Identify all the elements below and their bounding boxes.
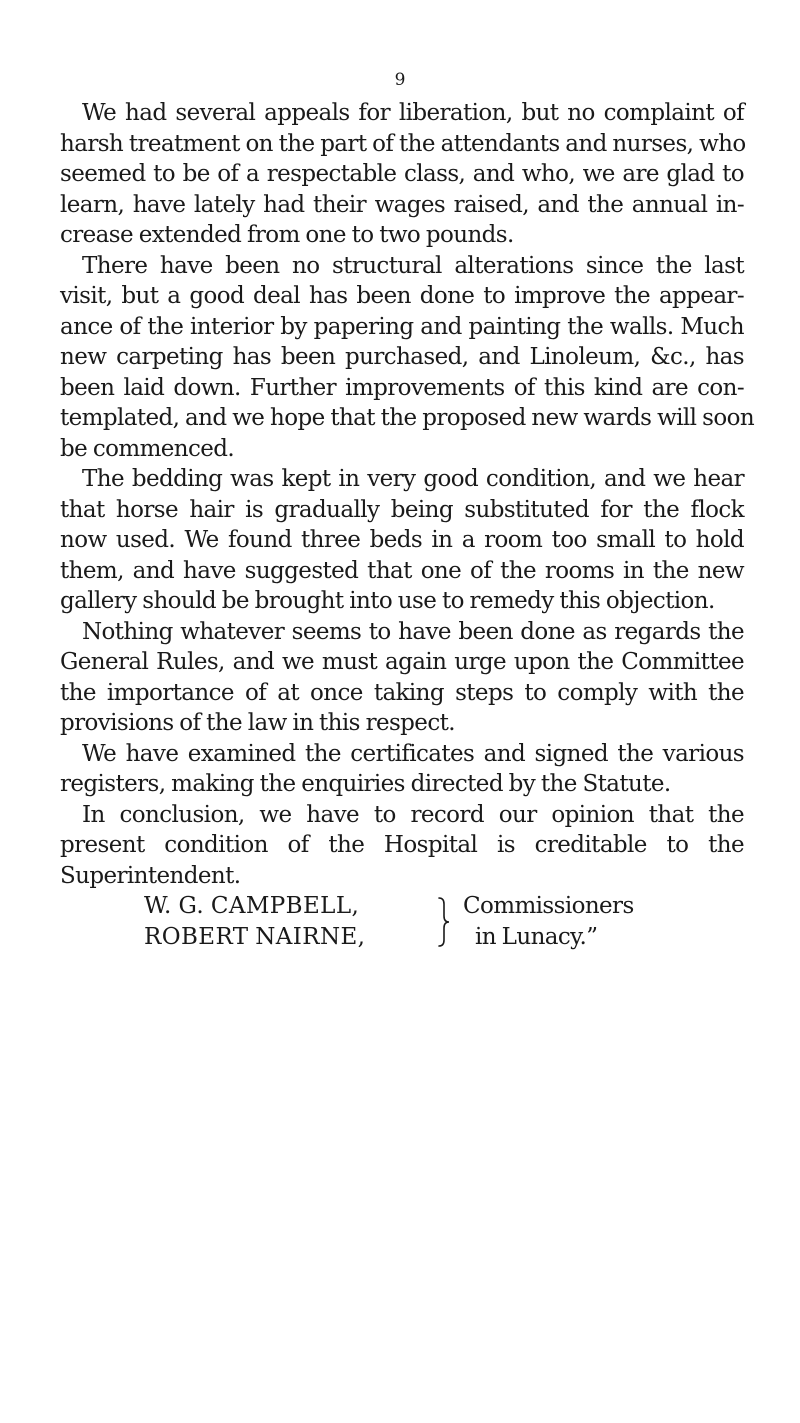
paragraph-general-rules [60,617,744,739]
signatory-title [463,891,634,952]
signatory-title-line: Commissioners [463,893,634,919]
text-line: now used. We found three beds in a room too small to hold [60,527,744,553]
text-line: seemed to be of a respectable class, and who, we are glad to [60,161,744,187]
text-line: that horse hair is gradually being substituted for the flock [60,496,744,523]
text-line: be commenced. [60,435,235,462]
text-line: been laid down. Further improvements of this kind are con- [60,374,744,401]
text-line: General Rules, and we must again urge upon the Committee [60,649,744,675]
paragraph-bedding [60,464,744,617]
text-line: provisions of the law in this respect. [60,710,455,736]
text-line: learn, have lately had their wages raised, and the annual in- [60,191,744,218]
text-line: In conclusion, we have to record our opinion that the [82,801,744,828]
text-line: There have been no structural alterations since the last [82,252,744,279]
text-line: gallery should be brought into use to remedy this objection. [60,588,715,614]
text-line: ance of the interior by papering and painting the walls. Much [60,313,744,340]
text-line: The bedding was kept in very good condition, and we hear [82,466,744,492]
text-line: We have examined the certificates and signed the various [82,740,744,767]
letter-body [60,98,755,952]
paragraph-appeals [60,98,744,251]
paragraph-certificates [60,739,744,800]
text-line: registers, making the enquiries directed by the Statute. [60,771,671,797]
text-line: the importance of at once taking steps to comply with the [60,679,744,706]
text-line: present condition of the Hospital is creditable to the [60,832,744,858]
paragraph-conclusion [60,800,744,892]
paragraph-alterations [60,251,755,465]
curly-brace-icon [436,896,458,948]
signatory-names [144,891,365,952]
text-line: Superintendent. [60,862,241,889]
text-line: visit, but a good deal has been done to improve the appear- [60,283,744,309]
text-line: crease extended from one to two pounds. [60,222,514,248]
text-line: harsh treatment on the part of the attendants and nurses, who [60,130,746,157]
signatory-name: ROBERT NAIRNE, [144,923,366,950]
signatory-title-line: in Lunacy.” [475,923,598,950]
text-line: them, and have suggested that one of the rooms in the new [60,557,744,584]
page-number: 9 [394,70,406,90]
text-line: new carpeting has been purchased, and Linoleum, &c., has [60,344,744,370]
text-line: Nothing whatever seems to have been done as regards the [82,618,744,645]
text-line: We had several appeals for liberation, but no complaint of [82,100,744,126]
signature-block [60,891,744,952]
signatory-name: W. G. CAMPBELL, [144,893,360,919]
text-line: templated, and we hope that the proposed new wards will soon [60,405,755,431]
